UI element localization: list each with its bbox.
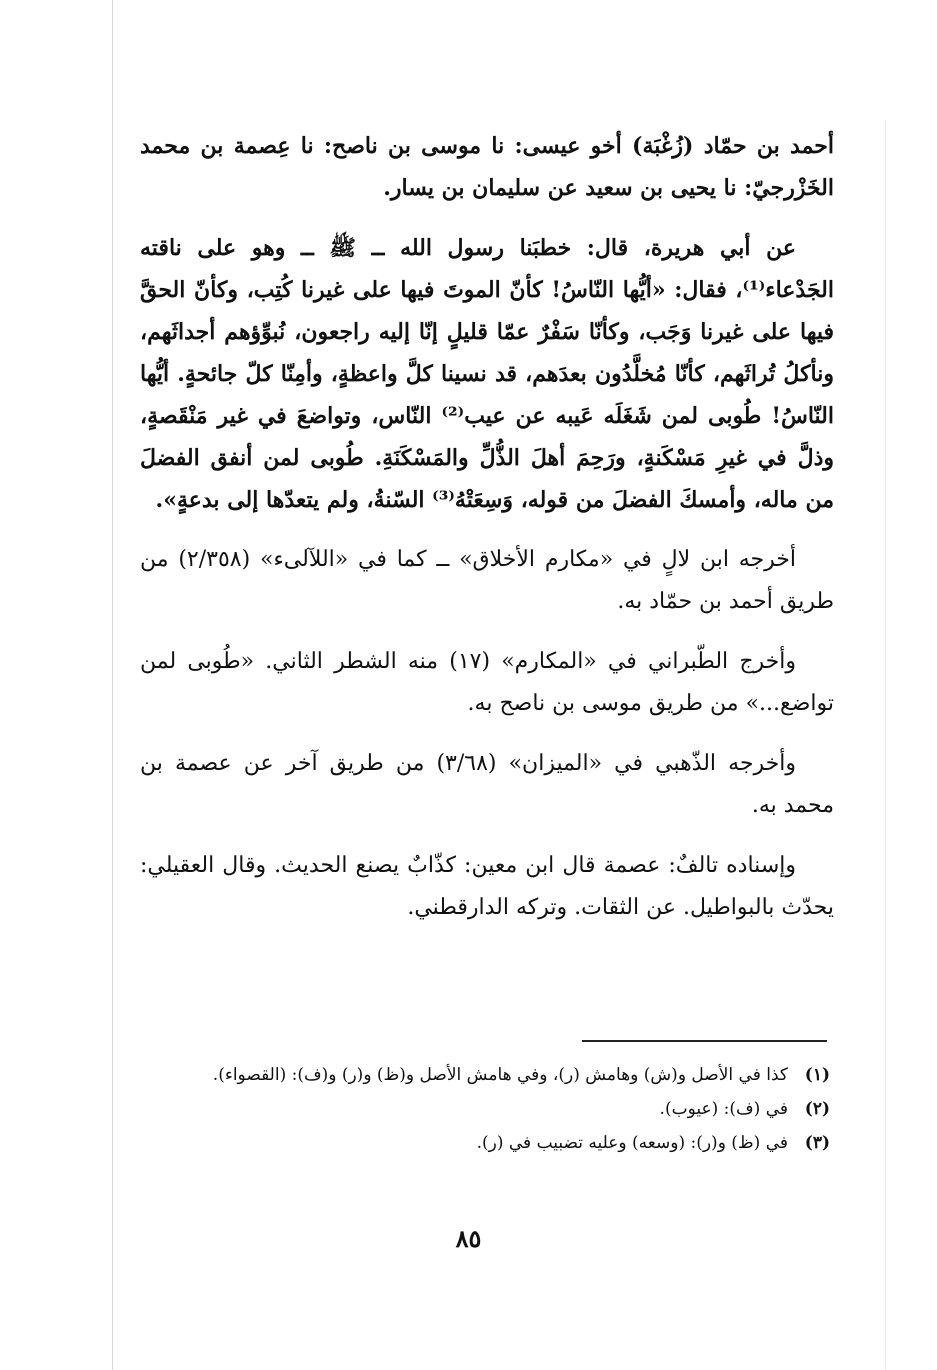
hadith-text-paragraph: عن أبي هريرة، قال: خطبَنا رسول الله ــ ﷺ ــ وهو على ناقته الجَدْعاء⁽¹⁾، فقال: «أيُّها النّاسُ! كأنّ الموتَ فيها على غيرنا كُتِب، وكأنّ الحقَّ فيها على غيرنا وَجَب، وكأنّا سَفْرٌ عمّا قليلٍ إنّا إليه راجعون، نُبوِّؤهم أجداثَهم، ونأكلُ تُراثَهم، كأنّا مُخلَّدُون بعدَهم، قد نسينا كلَّ واعظةٍ، وأمِنّا كلّ جائحةٍ. أيُّها النّاسُ! طُوبى لمن شَغَلَه عَيبه عن عيب⁽²⁾ النّاس، وتواضعَ في غير مَنْقَصةٍ، وذلَّ في غيرِ مَسْكَنةٍ، ورَحِمَ أهلَ الذُّلِّ والمَسْكَنَةِ. طُوبى لمن أنفق الفضلَ من ماله، وأمسكَ الفضلَ من قوله، وَسِعَتْهُ⁽³⁾ السّنةُ، ولم يتعدّها إلى بدعةٍ».	[140, 235, 834, 513]
isnad-grading-paragraph: وإسناده تالفٌ: عصمة قال ابن معين: كذّابٌ يصنع الحديث. وقال العقيلي: يحدّث بالبواطيل. عن الثقات. وتركه الدارقطني.	[140, 853, 834, 920]
footnote-1	[140, 1058, 830, 1092]
takhrij-paragraph-3: وأخرجه الذّهبي في «الميزان» (٣/٦٨) من طريق آخر عن عصمة بن محمد به.	[140, 751, 834, 818]
page-number: ٨٥	[455, 1224, 482, 1253]
footnote-separator	[582, 1040, 827, 1042]
scan-edge-line	[112, 0, 113, 1370]
footnote-number: (١)	[804, 1065, 830, 1085]
footnote-3	[140, 1126, 830, 1160]
scan-edge-line-right	[885, 120, 886, 1370]
footnote-text: في (ظ) و(ر): (وسعه) وعليه تضبيب في (ر).	[476, 1133, 788, 1153]
main-text	[140, 125, 834, 947]
footnote-2	[140, 1092, 830, 1126]
isnad-chain-paragraph: أحمد بن حمّاد (زُغْبَة) أخو عيسى: نا موسى بن ناصح: نا عِصمة بن محمد الخَزْرجيّ: نا يحيى بن سعيد عن سليمان بن يسار.	[140, 133, 834, 201]
footnote-text: في (ف): (عيوب).	[659, 1099, 788, 1119]
footnotes	[140, 1058, 830, 1160]
takhrij-paragraph-1: أخرجه ابن لالٍ في «مكارم الأخلاق» ــ كما في «اللآلىء» (٢/٣٥٨) من طريق أحمد بن حمّاد به.	[140, 547, 834, 614]
takhrij-paragraph-2: وأخرج الطّبراني في «المكارم» (١٧) منه الشطر الثاني. «طُوبى لمن تواضع...» من طريق موسى بن ناصح به.	[140, 649, 834, 716]
footnote-number: (٣)	[804, 1133, 830, 1153]
footnote-text: كذا في الأصل و(ش) وهامش (ر)، وفي هامش الأصل و(ظ) و(ر) و(ف): (القصواء).	[212, 1065, 788, 1085]
footnote-number: (٢)	[804, 1099, 830, 1119]
